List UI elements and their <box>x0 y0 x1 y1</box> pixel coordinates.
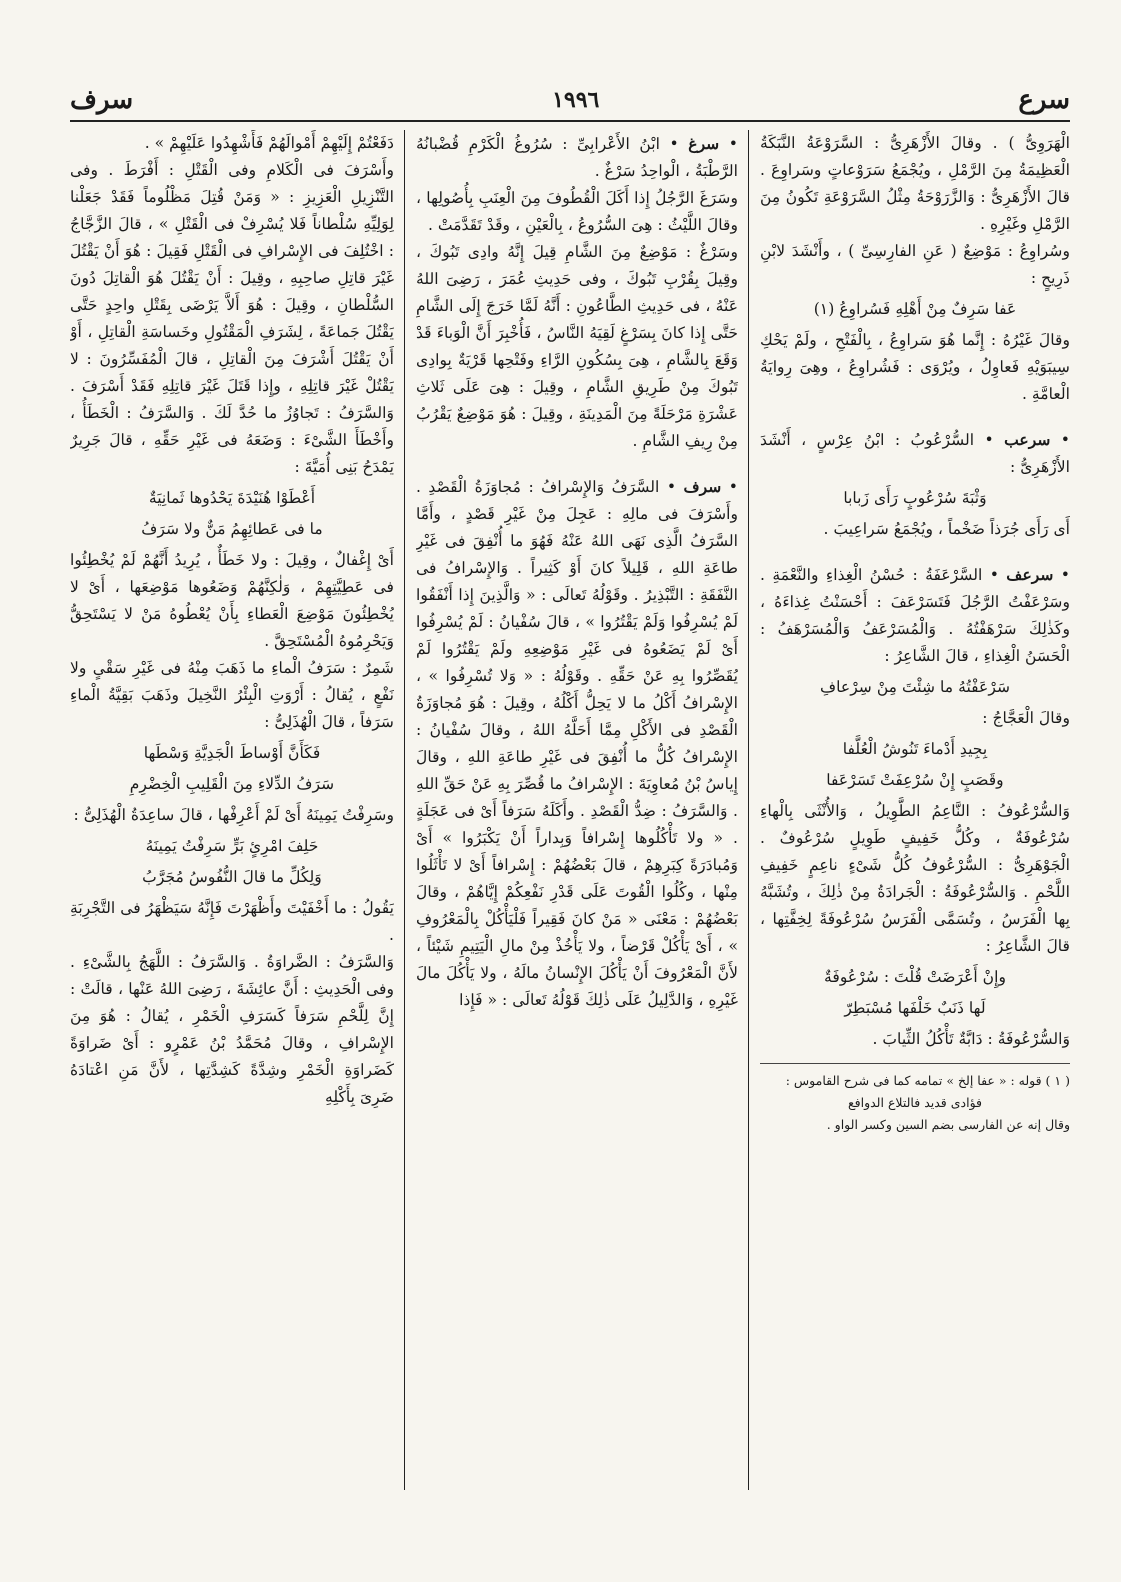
verse-line: سَرَفُ الدِّلاءِ مِنَ الْقَلِيبِ الْخِضْرِمِ <box>129 775 335 793</box>
entry-marker: • <box>982 566 1007 584</box>
verse-line: ما فى عَطائِهِمُ مَنٌّ ولا سَرَفُ <box>141 520 323 538</box>
right-running-headword: سرع <box>1018 85 1070 115</box>
paragraph: وسَرْغٌ : مَوْضِعٌ مِنَ الشَّامِ قِيلَ إِنَّهُ وادِى تَبُوكَ ، وقِيلَ بِقُرْبِ تَبُوكَ ، وفى حَدِيثِ عُمَرَ ، رَضِىَ اللهُ عَنْهُ ، فى حَدِيثِ الطَّاعُونِ : أَنَّهُ لَمَّا خَرَجَ إِلَى الشَّامِ حَتَّى إِذا كانَ بِسَرْغٍ لَقِيَهُ النَّاسُ ، فَأُخْبِرَ أَنَّ الْوَباءَ قَدْ وَقَعَ بِالشَّامِ ، هِىَ بِسُكُونِ الرَّاءِ وفَتْحِها قَرْيَةٌ بِوادِى تَبُوكَ مِنْ طَرِيقِ الشَّامِ ، وقِيلَ : هِىَ عَلَى ثَلاثِ عَشْرَةِ مَرْحَلَةً مِنَ الْمَدِينَةِ ، وقِيلَ : هُوَ مَوْضِعٌ يَقْرُبُ مِنْ رِيفِ الشَّامِ . <box>416 243 738 450</box>
footnote-text: ( ١ ) قوله : « عفا إلخ » تمامه كما فى شرح القاموس : <box>785 1073 1070 1088</box>
header-rule <box>70 120 1070 122</box>
paragraph: وَالسَّرَفُ : الضَّراوَةُ . وَالسَّرَفُ : اللَّهَجُ بِالشَّىْءِ . وفى الْحَدِيثِ : أَنَّ عائِشَةَ ، رَضِىَ اللهُ عَنْها ، قالَتْ : إِنَّ لِلَّحْمِ سَرَفاً كَسَرَفِ الْخَمْرِ ، يُقالُ : هُوَ مِنَ الإِسْرافِ ، وقالَ مُحَمَّدُ بْنُ عَمْرٍو : أَىْ ضَراوَةً كَضَراوَةِ الْخَمْرِ وشِدَّةً كَشِدَّتِها ، لأَنَّ مَنِ اعْتادَهُ ضَرِىَ بِأَكْلِهِ <box>70 953 394 1106</box>
entry-text: السُّرْعُوبُ : ابْنُ عِرْسٍ ، أَنْشَدَ الأَزْهَرِىُّ : <box>760 431 1070 476</box>
paragraph: أَى رَأَى جُرَذاً ضَخْماً ، ويُجْمَعُ سَراعِيبَ . <box>823 520 1070 538</box>
entry-headword: سرف <box>683 477 722 496</box>
verse-line: عَفا سَرِفٌ مِنْ أَهْلِهِ فَسُراوِعُ (١) <box>813 300 1017 318</box>
entry-text: السَّرْعَفَةُ : حُسْنُ الْغِذاءِ والنَّعْمَةِ . وسَرْعَفْتُ الرَّجُلَ فَتَسَرْعَفَ : أَحْسَنْتُ غِذاءَهُ ، وكَذٰلِكَ سَرْهَفْتُهُ . وَالْمُسَرْعَفُ وَالْمُسَرْهَفُ : الْحَسَنُ الْغِذاءِ ، قالَ الشَّاعِرُ : <box>760 566 1070 665</box>
paragraph: وسَرَغَ الرَّجُلُ إِذا أَكَلَ الْقُطُوفَ مِنَ الْعِنَبِ بِأُصُولِها ، وقالَ اللَّيْثُ : هِىَ السُّرُوعُ ، بِالْعَيْنِ ، وقَدْ تَقَدَّمَتْ . <box>416 189 738 234</box>
column-divider-right <box>748 130 749 1490</box>
paragraph: شَمِرٌ : سَرَفُ الْماءِ ما ذَهَبَ مِنْهُ فى غَيْرِ سَقْىٍ ولا نَفْعٍ ، يُقالُ : أَرْوَتِ الْبِئْرُ النَّخِيلَ وذَهَبَ بَقِيَّةُ الْماءِ سَرَفاً ، قالَ الْهُذَلِىُّ : <box>70 659 394 731</box>
paragraph: وَالسُّرْعُوفَةُ : دَابَّةٌ تَأْكُلُ الثِّيابَ . <box>872 1030 1070 1048</box>
entry-sargh <box>416 130 738 185</box>
verse-line: بِجِيدِ أَدْماءَ تَنُوشُ الْعُلَّفا <box>842 740 988 758</box>
right-column <box>760 130 1070 1530</box>
paragraph: الْهَرَوِىُّ ) . وقالَ الأَزْهَرِىُّ : السَّرَوْعَةُ النَّبَكَةُ الْعَظِيمَةُ مِنَ الرَّمْلِ ، ويُجْمَعُ سَرَوْعاتٍ وسَراوِعَ . قالَ الأَزْهَرِىُّ : وَالزَّرَوْحَةُ مِثْلُ السَّرَوْعَةِ تَكُونُ مِنَ الرَّمْلِ وغَيْرِهِ . <box>760 134 1070 233</box>
page-header <box>70 82 1070 118</box>
paragraph: وسُراوِعُ : مَوْضِعٌ ( عَنِ الفارِسِىِّ ) ، وأَنْشَدَ لابْنِ ذَرِيحٍ : <box>760 242 1070 287</box>
entry-marker: • <box>659 478 684 496</box>
entry-marker: • <box>721 478 738 496</box>
footnote-text: وقال إنه عن الفارسى بضم السين وكسر الواو . <box>826 1117 1070 1132</box>
entry-marker: • <box>974 431 1005 449</box>
entry-saraf <box>760 561 1070 670</box>
entry-marker: • <box>1053 566 1070 584</box>
verse-line: حَلِفَ امْرِئٍ بَرٍّ سَرِفْتُ يَمِينَهُ <box>145 837 319 855</box>
entry-text: السَّرَفُ وَالإِسْرافُ : مُجاوَزَةُ الْقَصْدِ . وأَسْرَفَ فى مالِهِ : عَجِلَ مِنْ غَيْرِ قَصْدٍ ، وأَمَّا السَّرَفُ الَّذِى نَهَى اللهُ عَنْهُ فَهُوَ ما أُنْفِقَ فى غَيْرِ طاعَةِ اللهِ ، قَلِيلاً كانَ أَوْ كَثِيراً . وَالإِسْرافُ فى النَّفَقَةِ : التَّبْذِيرُ . وقَوْلُهُ تَعالَى : « وَالَّذِينَ إِذا أَنْفَقُوا لَمْ يُسْرِفُوا وَلَمْ يَقْتُرُوا » ، قالَ سُفْيانُ : لَمْ يُسْرِفُوا أَىْ لَمْ يَضَعُوهُ فى غَيْرِ مَوْضِعِهِ ولَمْ يَقْتُرُوا لَمْ يُقَصِّرُوا بِهِ عَنْ حَقِّهِ . وقَوْلُهُ : « وَلا تُسْرِفُوا » ، الإِسْرافُ أَكْلُ ما لا يَحِلُّ أَكْلُهُ ، وقِيلَ : هُوَ مُجاوَزَةُ الْقَصْدِ فى الأَكْلِ مِمَّا أَحَلَّهُ اللهُ ، وقالَ سُفْيانُ : الإِسْرافُ كُلُّ ما أُنْفِقَ فى غَيْرِ طاعَةِ اللهِ ، وقالَ إِياسُ بْنُ مُعاوِيَةَ : الإِسْرافُ ما قُصِّرَ بِهِ عَنْ حَقِّ اللهِ . وَالسَّرَفُ : ضِدُّ الْقَصْدِ . وأَكَلَهُ سَرَفاً أَىْ فى عَجَلَةٍ . « ولا تَأْكُلُوها إِسْرافاً وَبِداراً أَنْ يَكْبَرُوا » أَىْ وَمُبادَرَةً كِبَرِهِمْ ، قالَ بَعْضُهُمْ : إِسْرافاً أَىْ لا تَأْثَلُوا مِنْها ، وكُلُوا الْقُوتَ عَلَى قَدْرِ نَفْعِكُمْ إِيَّاهُمْ ، وقالَ بَعْضُهُمْ : مَعْنَى « مَنْ كانَ فَقِيراً فَلْيَأْكُلْ بِالْمَعْرُوفِ » ، أَىْ يَأْكُلْ قَرْضاً ، ولا يَأْخُذْ مِنْ مالِ الْيَتِيمِ شَيْئاً ، لأَنَّ الْمَعْرُوفَ أَنْ يَأْكُلَ الإِنْسانُ مالَهُ ، ولا يَأْكُلَ مالَ غَيْرِهِ ، وَالدَّلِيلُ عَلَى ذٰلِكَ قَوْلُهُ تَعالَى : « فَإِذا <box>416 478 738 1009</box>
column-divider-left <box>404 130 405 1490</box>
verse-line: وَلِكُلِّ ما قالَ النُّفُوسُ مُجَرَّبُ <box>142 868 322 886</box>
footnote <box>760 1063 1070 1136</box>
paragraph: وقالَ غَيْرُهُ : إِنَّما هُوَ سَراوِعُ ، بِالْفَتْحِ ، ولَمْ يَحْكِ سِيبَوَيْهِ فَعاوِلُ ، ويُرْوَى : فَشُراوِعُ ، وهِىَ رِوايَةُ الْعامَّةِ . <box>760 331 1070 403</box>
entry-headword: سرعب <box>1004 430 1051 449</box>
left-running-headword: سرف <box>70 85 134 115</box>
entry-marker: • <box>659 135 689 153</box>
verse-line: وإِنْ أَعْرَضَتْ قُلْتَ : سُرْعُوفَةٌ <box>824 968 1006 986</box>
paragraph: وقالَ الْعَجَّاجُ : <box>982 709 1070 727</box>
verse-line: وقَصَبٍ إِنْ سُرْعِفَتْ تَسَرْعَفا <box>826 771 1004 789</box>
verse-line: فَكَأَنَّ أَوْساطَ الْجَدِيَّةِ وَسْطَها <box>143 744 321 762</box>
paragraph: وأَسْرَفَ فى الْكَلامِ وفى الْقَتْلِ : أَفْرَطَ . وفى التَّنْزِيلِ الْعَزِيزِ : « وَمَنْ قُتِلَ مَظْلُوماً فَقَدْ جَعَلْنا لِوَلِيِّهِ سُلْطاناً فَلا يُسْرِفْ فى الْقَتْلِ » ، قالَ الزَّجَّاجُ : اخْتُلِفَ فى الإِسْرافِ فى الْقَتْلِ فَقِيلَ : هُوَ أَنْ يَقْتُلَ غَيْرَ قاتِلِ صاحِبِهِ ، وقِيلَ : أَنْ يَقْتُلَ هُوَ الْقاتِلَ دُونَ السُّلْطانِ ، وقِيلَ : هُوَ أَلاَّ يَرْضَى بِقَتْلِ واحِدٍ حَتَّى يَقْتُلَ جَماعَةً ، لِشَرَفِ الْمَقْتُولِ وخَساسَةِ الْقاتِلِ ، أَوْ أَنْ يَقْتُلَ أَشْرَفَ مِنَ الْقاتِلِ ، قالَ الْمُفَسِّرُونَ : لا يَقْتُلْ غَيْرَ قاتِلِهِ ، وإِذا قَتَلَ غَيْرَ قاتِلِهِ فَقَدْ أَسْرَفَ . وَالسَّرَفُ : تَجاوُزُ ما حُدَّ لَكَ . وَالسَّرَفُ : الْخَطَأُ ، وأَخْطَأَ الشَّىْءَ : وَضَعَهُ فى غَيْرِ حَقِّهِ ، قالَ جَرِيرٌ يَمْدَحُ بَنِى أُمَيَّةَ : <box>70 161 394 476</box>
entry-marker: • <box>719 135 738 153</box>
entry-headword: سرعف <box>1006 565 1054 584</box>
dictionary-page <box>70 82 1070 1542</box>
verse-line: لَها ذَنَبٌ خَلْفَها مُسْبَطِرّ <box>844 999 986 1017</box>
footnote-verse: فؤادى قديد فالتلاع الدوافع <box>847 1095 982 1110</box>
entry-saraf-main <box>416 473 738 1014</box>
paragraph: أَىْ إِغْفالٌ ، وقِيلَ : ولا خَطَأٌ ، يُرِيدُ أَنَّهُمْ لَمْ يُخْطِئُوا فى عَطِيَّتِهِمْ ، وَلٰكِنَّهُمْ وَضَعُوها مَوْضِعَها ، أَىْ لا يُخْطِئُونَ مَوْضِعَ الْعَطاءِ بِأَنْ يُعْطُوهُ مَنْ لا يَسْتَحِقُّ وَيَحْرِمُوهُ الْمُسْتَحِقَّ . <box>70 551 394 650</box>
paragraph: وسَرِفْتُ يَمِينَهُ أَىْ لَمْ أَعْرِفْها ، قالَ ساعِدَةُ الْهُذَلِىُّ : <box>73 806 394 824</box>
middle-column <box>416 130 738 1530</box>
paragraph: دَفَعْتُمْ إِلَيْهِمْ أَمْوالَهُمْ فَأَشْهِدُوا عَلَيْهِمْ » . <box>144 134 394 152</box>
entry-text: ابْنُ الأَعْرابِىِّ : سُرُوغُ الْكَرْمِ قُضْبانُهُ الرَّطْبَةُ ، الْواحِدُ سَرْغٌ . <box>416 135 738 180</box>
entry-marker: • <box>1050 431 1070 449</box>
verse-line: سَرْعَفْتُهُ ما شِئْتَ مِنْ سِرْعافِ <box>819 678 1011 696</box>
entry-headword: سرغ <box>688 134 720 153</box>
paragraph: يَقُولُ : ما أَخْفَيْتَ وأَظْهَرْتَ فَإِنَّهُ سَيَظْهَرُ فى التَّجْرِبَةِ . <box>70 899 394 944</box>
paragraph: وَالسُّرْعُوفُ : النَّاعِمُ الطَّوِيلُ ، وَالأُنْثَى بِالْهاءِ سُرْعُوفَةٌ ، وكُلُّ خَفِيفٍ طَوِيلٍ سُرْعُوفٌ . الْجَوْهَرِىُّ : السُّرْعُوفُ كُلُّ شَىْءٍ ناعِمٍ خَفِيفِ اللَّحْمِ . وَالسُّرْعُوفَةُ : الْجَرادَةُ مِنْ ذٰلِكَ ، وتُشَبَّهُ بِها الْفَرَسُ ، وتُسَمَّى الْفَرَسُ سُرْعُوفَةً لِخِفَّتِها ، قالَ الشَّاعِرُ : <box>760 802 1070 955</box>
entry-sarab <box>760 426 1070 481</box>
page-number: ١٩٩٦ <box>552 87 600 113</box>
verse-line: أَعْطَوْا هُنَيْدَةَ يَحْدُوها ثَمانِيَةٌ <box>148 489 316 507</box>
left-column <box>70 130 394 1530</box>
verse-line: وَثْبَةَ سُرْعُوبٍ رَأَى زَبابا <box>843 489 987 507</box>
